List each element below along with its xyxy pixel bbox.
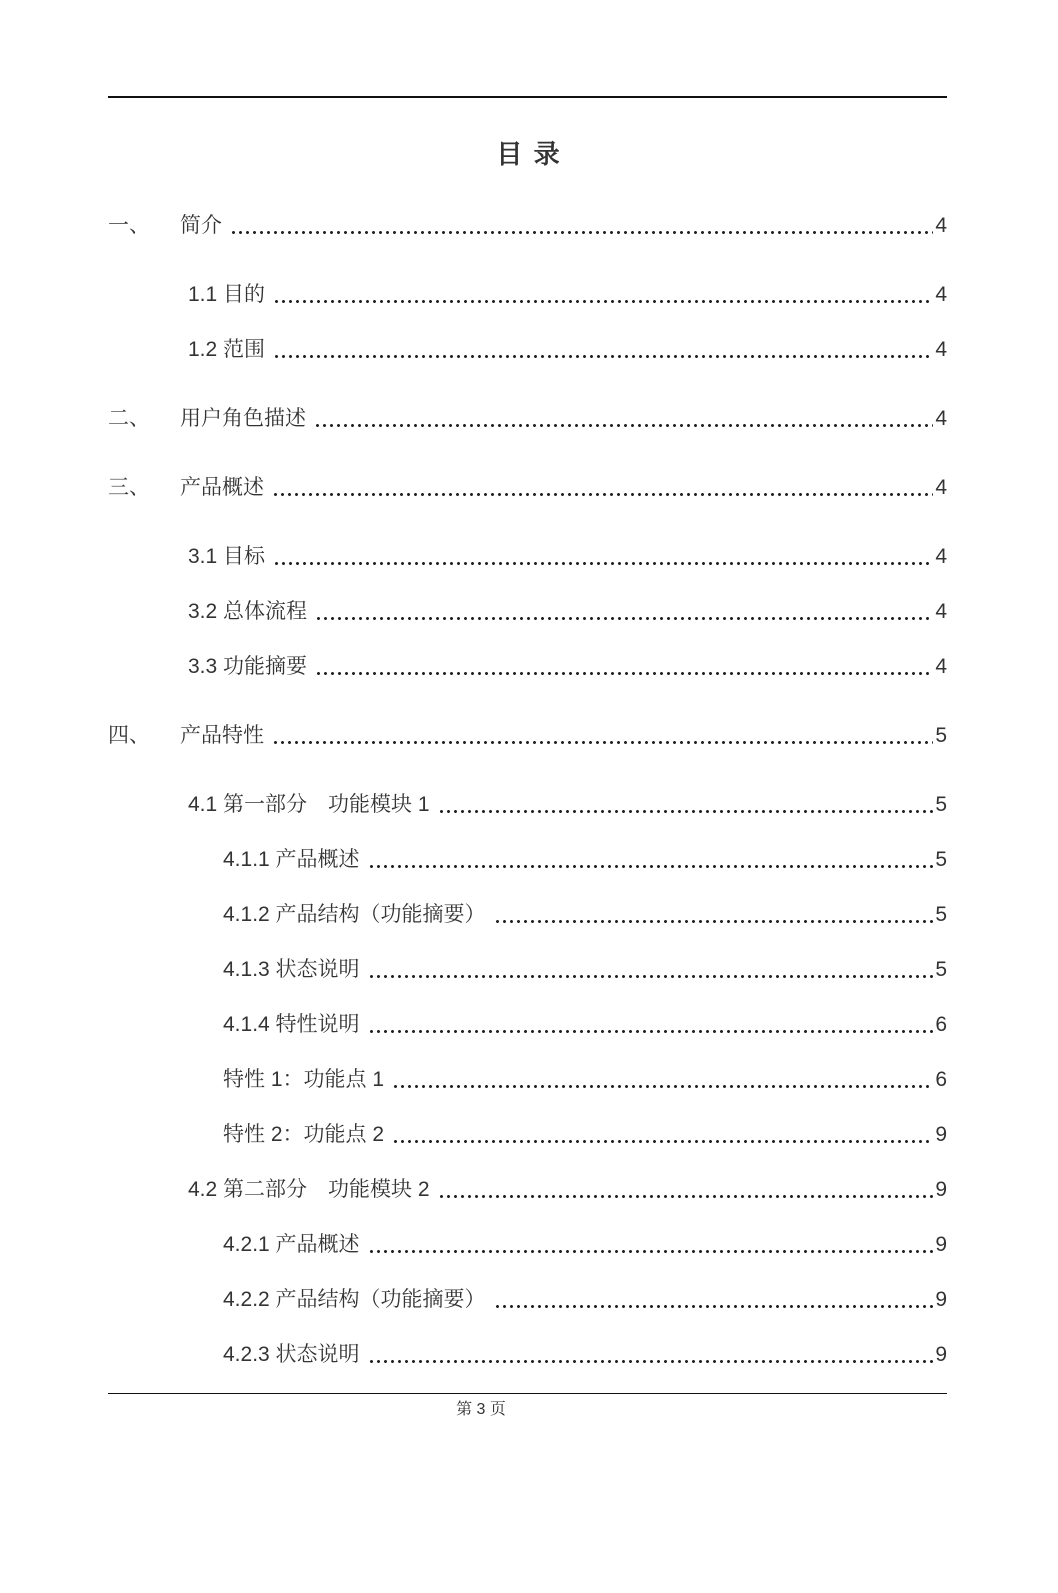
- toc-dot-leader: [390, 1052, 933, 1107]
- toc-entry-label: 4.1.4 特性说明: [223, 1013, 360, 1036]
- toc-dot-leader: [313, 584, 933, 639]
- header-rule: [108, 96, 947, 98]
- toc-entry-label: 4.1.1 产品概述: [223, 848, 360, 871]
- toc-entry[interactable]: [108, 1052, 947, 1107]
- toc-dot-leader: [271, 267, 933, 322]
- toc-dot-leader: [270, 460, 933, 515]
- toc-dot-leader: [366, 997, 934, 1052]
- toc-dot-leader: [366, 1217, 934, 1272]
- toc-entry-page: 9: [935, 1233, 947, 1256]
- toc-entry[interactable]: [108, 1327, 947, 1382]
- toc-entry-label: 4.1.2 产品结构（功能摘要）: [223, 903, 486, 926]
- toc-entry-label: 3.2 总体流程: [188, 600, 308, 623]
- toc-entry[interactable]: [108, 391, 947, 446]
- toc-entry-label: 特性 2：功能点 2: [223, 1123, 385, 1146]
- toc-entry-page: 4: [935, 600, 947, 623]
- toc-entry[interactable]: [108, 997, 947, 1052]
- toc-dot-leader: [492, 1272, 934, 1327]
- toc-entry-page: 9: [935, 1123, 947, 1146]
- toc-entry-label: 用户角色描述: [180, 407, 306, 430]
- toc-entry[interactable]: [108, 832, 947, 887]
- toc-dot-leader: [271, 322, 933, 377]
- toc-dot-leader: [270, 708, 933, 763]
- toc-dot-leader: [436, 777, 934, 832]
- toc-entry-label: 特性 1：功能点 1: [223, 1068, 385, 1091]
- footer-rule: [108, 1393, 947, 1394]
- toc-entry-page: 4: [935, 655, 947, 678]
- toc-entry-page: 9: [935, 1343, 947, 1366]
- toc-entry-number: 三、: [108, 476, 150, 499]
- toc-entry-label: 产品概述: [180, 476, 264, 499]
- toc-entry[interactable]: [108, 584, 947, 639]
- toc-entry-label: 4.1.3 状态说明: [223, 958, 360, 981]
- toc-dot-leader: [366, 942, 934, 997]
- toc-entry-label: 1.1 目的: [188, 283, 266, 306]
- toc-entry-label: 4.1 第一部分 功能模块 1: [188, 793, 430, 816]
- toc-entry-label: 3.3 功能摘要: [188, 655, 308, 678]
- toc-dot-leader: [313, 639, 933, 694]
- toc-entry-page: 4: [935, 476, 947, 499]
- toc-entry[interactable]: [108, 460, 947, 515]
- toc-entry-label: 4.2.3 状态说明: [223, 1343, 360, 1366]
- toc-entry[interactable]: [108, 1272, 947, 1327]
- toc-entry-label: 产品特性: [180, 724, 264, 747]
- toc-dot-leader: [492, 887, 934, 942]
- toc-entry-page: 5: [935, 724, 947, 747]
- toc-entry-page: 4: [935, 407, 947, 430]
- toc-entry-label: 简介: [180, 214, 222, 237]
- toc-entry-page: 4: [935, 283, 947, 306]
- toc-entry[interactable]: [108, 887, 947, 942]
- toc-entry-label: 1.2 范围: [188, 338, 266, 361]
- toc-dot-leader: [436, 1162, 934, 1217]
- toc-dot-leader: [312, 391, 933, 446]
- toc-entry[interactable]: [108, 322, 947, 377]
- toc-entry-label: 4.2.2 产品结构（功能摘要）: [223, 1288, 486, 1311]
- toc-list: [108, 184, 947, 1382]
- toc-dot-leader: [271, 529, 933, 584]
- toc-entry[interactable]: [108, 777, 947, 832]
- toc-entry-page: 5: [935, 793, 947, 816]
- toc-entry-page: 4: [935, 545, 947, 568]
- toc-entry[interactable]: [108, 1217, 947, 1272]
- toc-entry[interactable]: [108, 1162, 947, 1217]
- toc-entry[interactable]: [108, 198, 947, 253]
- toc-entry[interactable]: [108, 639, 947, 694]
- document-page: [0, 96, 1058, 1593]
- toc-entry-page: 5: [935, 848, 947, 871]
- toc-dot-leader: [228, 198, 933, 253]
- toc-dot-leader: [390, 1107, 933, 1162]
- toc-entry-page: 9: [935, 1288, 947, 1311]
- toc-entry-label: 4.2 第二部分 功能模块 2: [188, 1178, 430, 1201]
- toc-entry-page: 5: [935, 958, 947, 981]
- toc-entry-number: 一、: [108, 214, 150, 237]
- toc-entry[interactable]: [108, 1107, 947, 1162]
- toc-entry-label: 4.2.1 产品概述: [223, 1233, 360, 1256]
- toc-entry-page: 4: [935, 338, 947, 361]
- toc-entry-label: 3.1 目标: [188, 545, 266, 568]
- toc-dot-leader: [366, 1327, 934, 1382]
- toc-dot-leader: [366, 832, 934, 887]
- toc-title: 目 录: [496, 139, 562, 169]
- toc-entry[interactable]: [108, 529, 947, 584]
- toc-entry-page: 4: [935, 214, 947, 237]
- page-number-footer: 第 3 页: [456, 1401, 506, 1418]
- toc-entry[interactable]: [108, 267, 947, 322]
- toc-entry-page: 5: [935, 903, 947, 926]
- toc-entry[interactable]: [108, 942, 947, 997]
- toc-entry-number: 四、: [108, 724, 150, 747]
- toc-entry-page: 6: [935, 1068, 947, 1091]
- toc-entry-number: 二、: [108, 407, 150, 430]
- toc-entry-page: 6: [935, 1013, 947, 1036]
- toc-entry-page: 9: [935, 1178, 947, 1201]
- toc-entry[interactable]: [108, 708, 947, 763]
